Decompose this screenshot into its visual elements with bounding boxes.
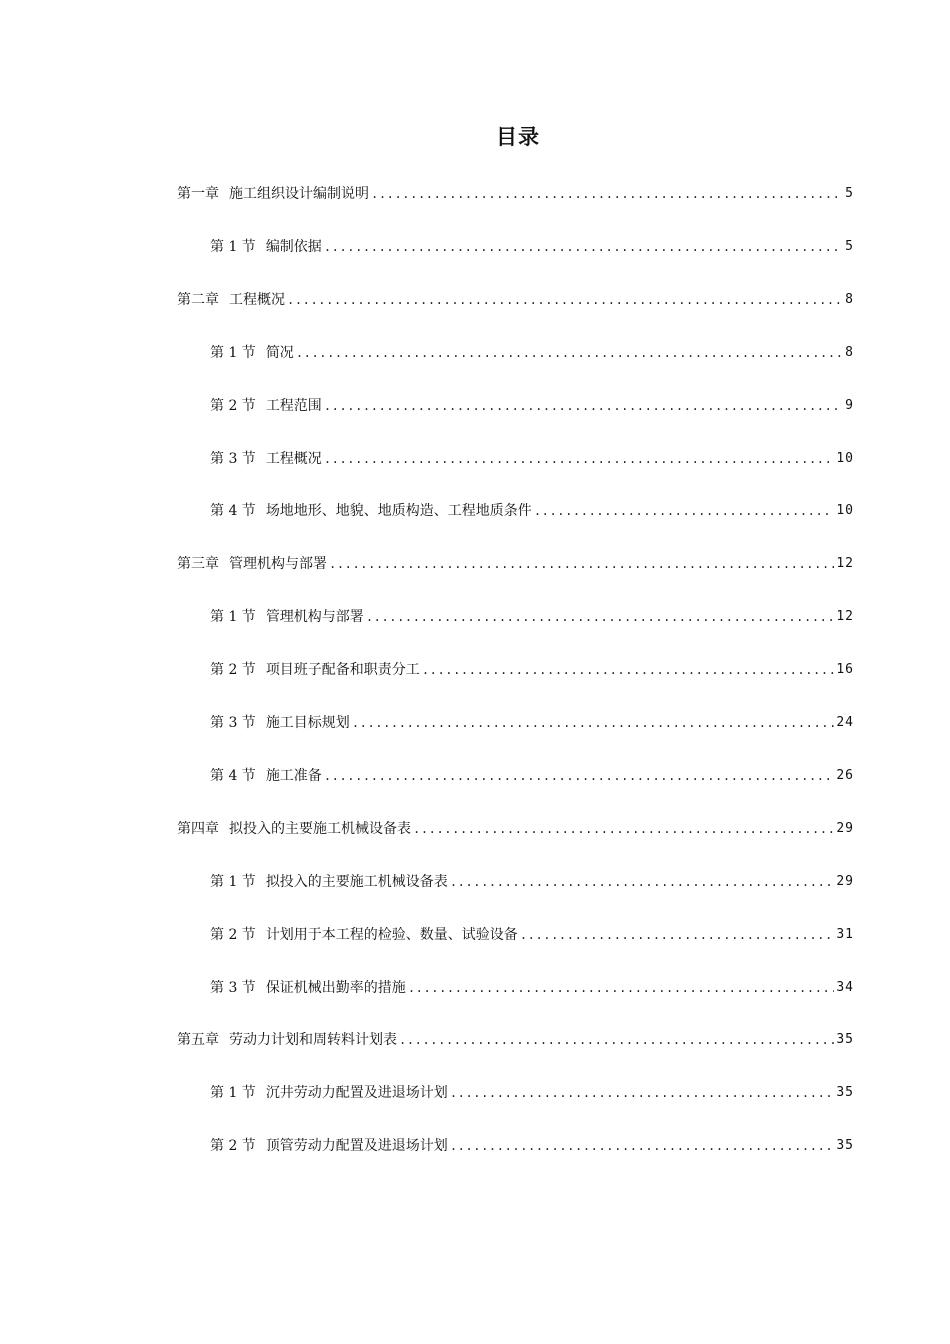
toc-entry-number: 第 2 节 [210,926,256,943]
toc-page-number: 12 [836,556,854,572]
toc-section-entry[interactable] [210,603,854,627]
toc-page-number: 16 [836,662,854,678]
toc-entry-number: 第 4 节 [210,767,256,784]
toc-dot-leader [450,1136,835,1156]
toc-entry-title: 项目班子配备和职责分工 [265,662,420,679]
toc-dot-leader [329,554,834,574]
toc-chapter-entry[interactable] [177,180,854,204]
toc-dot-leader [450,1083,835,1103]
toc-page-number: 26 [836,767,854,783]
toc-entry-title: 沉井劳动力配置及进退场计划 [265,1085,448,1102]
toc-dot-leader [366,607,835,627]
toc-section-entry[interactable] [210,1132,854,1156]
toc-entry-title: 场地地形、地貌、地质构造、工程地质条件 [265,503,532,520]
toc-page-number: 31 [836,926,854,942]
toc-entry-title: 施工准备 [265,767,322,784]
toc-entry-number: 第 2 节 [210,1138,256,1155]
toc-entry-title: 工程概况 [265,450,322,467]
toc-entry-title: 施工组织设计编制说明 [229,186,369,202]
toc-page-number: 8 [845,291,854,307]
toc-page-number: 5 [845,186,854,201]
toc-dot-leader [296,343,843,363]
toc-page-number: 35 [836,1138,854,1154]
toc-entry-title: 顶管劳动力配置及进退场计划 [265,1138,448,1155]
toc-entry-title: 施工目标规划 [265,715,350,731]
toc-dot-leader [534,501,835,521]
toc-entry-number: 第三章 [177,556,219,573]
toc-dot-leader [450,872,835,892]
toc-dot-leader [413,819,834,839]
toc-entry-number: 第 1 节 [210,238,256,255]
toc-dot-leader [352,713,835,733]
toc-page-number: 12 [836,609,854,625]
toc-entry-number: 第四章 [177,820,219,837]
toc-chapter-entry[interactable] [177,1026,854,1050]
toc-page-number: 24 [836,715,854,730]
toc-page-number: 35 [836,1032,854,1048]
toc-dot-leader [371,184,843,204]
toc-entry-title: 工程范围 [265,397,322,414]
toc-dot-leader [520,925,835,945]
toc-section-entry[interactable] [210,233,854,257]
toc-entry-number: 第五章 [177,1032,219,1049]
toc-dot-leader [399,1030,834,1050]
toc-entry-title: 工程概况 [229,291,285,308]
toc-entry-number: 第 1 节 [210,1085,256,1102]
toc-section-entry[interactable] [210,1079,854,1103]
toc-entry-title: 管理机构与部署 [229,556,327,573]
toc-section-entry[interactable] [210,709,854,733]
toc-page-number: 29 [836,873,854,889]
toc-entry-title: 拟投入的主要施工机械设备表 [229,820,411,837]
toc-entry-number: 第一章 [177,186,219,202]
toc-section-entry[interactable] [210,497,854,521]
toc-page-number: 5 [845,238,854,254]
toc-entry-number: 第 4 节 [210,503,256,520]
toc-entry-number: 第 2 节 [210,397,256,414]
toc-dot-leader [287,290,843,310]
toc-section-entry[interactable] [210,339,854,363]
toc-page-number: 10 [836,503,854,519]
toc-entry-number: 第二章 [177,291,219,308]
toc-section-entry[interactable] [210,656,854,680]
toc-entry-title: 计划用于本工程的检验、数量、试验设备 [265,926,518,943]
toc-dot-leader [324,766,835,786]
toc-section-entry[interactable] [210,392,854,416]
toc-dot-leader [324,237,843,257]
toc-page-number: 8 [845,344,854,360]
toc-section-entry[interactable] [210,974,854,998]
toc-page-number: 35 [836,1085,854,1101]
toc-chapter-entry[interactable] [177,815,854,839]
toc-entry-number: 第 3 节 [210,715,256,731]
toc-entry-title: 编制依据 [265,238,322,255]
toc-page-number: 10 [836,450,854,466]
toc-page-number: 9 [845,397,854,413]
toc-entry-number: 第 1 节 [210,344,256,361]
toc-chapter-entry[interactable] [177,286,854,310]
toc-section-entry[interactable] [210,762,854,786]
toc-page-number: 29 [836,820,854,836]
toc-entry-number: 第 1 节 [210,609,256,626]
toc-entry-title: 劳动力计划和周转料计划表 [229,1032,397,1049]
toc-title: 目录 [496,124,540,149]
toc-entry-number: 第 3 节 [210,979,256,996]
toc-dot-leader [324,449,835,469]
toc-section-entry[interactable] [210,921,854,945]
toc-entry-title: 保证机械出勤率的措施 [265,979,406,996]
toc-dot-leader [408,978,835,998]
toc-entry-title: 简况 [265,344,294,361]
toc-section-entry[interactable] [210,868,854,892]
toc-entry-title: 拟投入的主要施工机械设备表 [265,873,448,890]
toc-section-entry[interactable] [210,445,854,469]
toc-entry-title: 管理机构与部署 [265,609,364,626]
toc-entry-number: 第 2 节 [210,662,256,679]
toc-dot-leader [422,660,835,680]
toc-entry-number: 第 1 节 [210,873,256,890]
toc-chapter-entry[interactable] [177,550,854,574]
toc-dot-leader [324,396,843,416]
toc-page-number: 34 [836,979,854,995]
toc-entry-number: 第 3 节 [210,450,256,467]
